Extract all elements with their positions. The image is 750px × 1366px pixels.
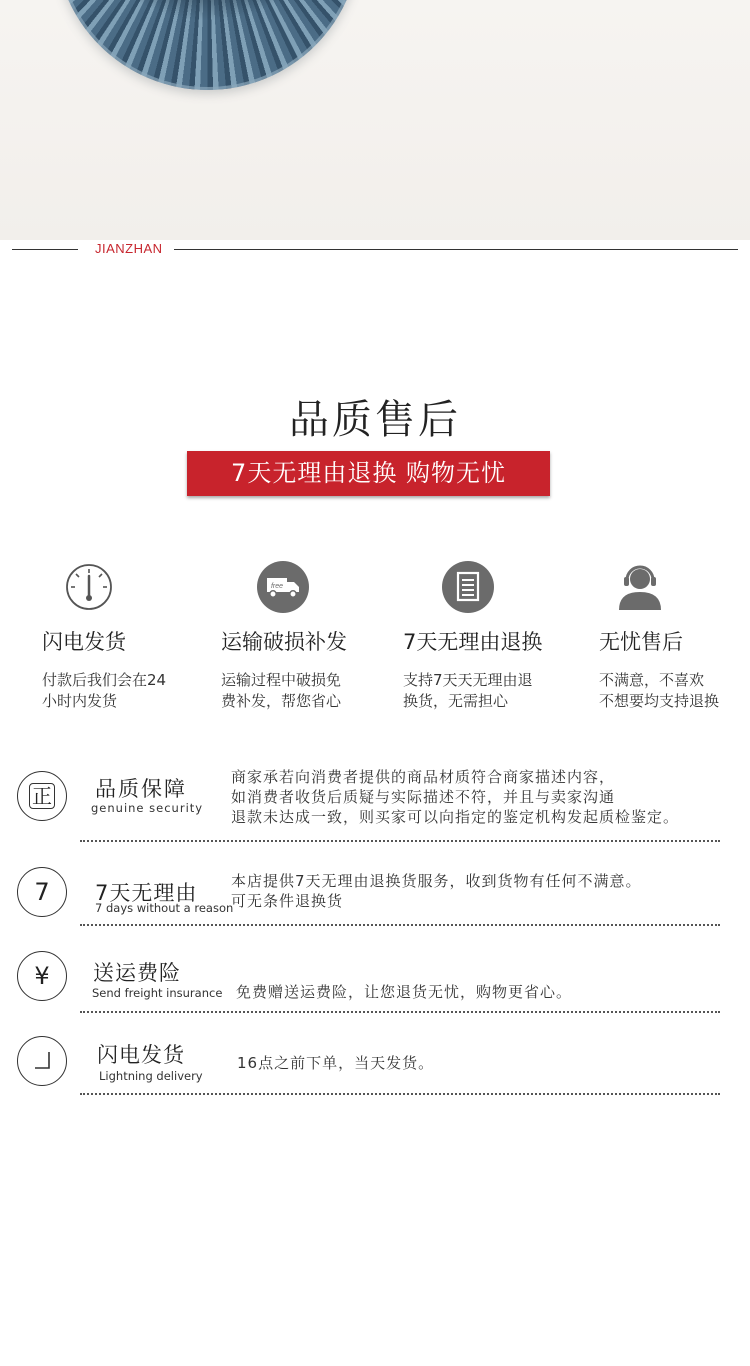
headset-icon [613,560,667,614]
feature-worry-free-service [599,560,750,712]
free-badge-text: free [270,583,284,590]
guarantee-desc-line: 商家承若向消费者提供的商品材质符合商家描述内容， [231,768,616,786]
feature-desc [221,670,391,712]
guarantee-subtitle: genuine security [91,801,204,815]
guarantee-lightning-delivery [0,1033,750,1103]
authentic-icon [17,771,67,821]
feature-title: 运输破损补发 [221,630,347,654]
feature-desc-line: 支持7天天无理由退 [403,671,533,689]
document-icon [441,560,495,614]
guarantee-title: 品质保障 [95,777,187,801]
guarantee-desc [231,767,679,827]
authentic-icon-char: 正 [29,783,55,809]
feature-desc-line: 小时内发货 [42,692,118,710]
feature-title: 无忧售后 [599,630,683,654]
tea-bowl-image [55,0,360,90]
feature-seven-day-return [403,560,573,712]
seven-days-icon-char: 7 [34,878,50,906]
feature-title: 闪电发货 [42,630,126,654]
guarantee-desc [236,982,572,1002]
feature-desc [403,670,573,712]
return-policy-banner: 7天无理由退换 购物无忧 [187,451,550,496]
guarantee-desc-line: 免费赠送运费险，让您退货无忧，购物更省心。 [236,983,573,1001]
yen-icon [17,951,67,1001]
guarantee-title: 送运费险 [93,961,181,985]
guarantee-title: 闪电发货 [97,1043,185,1067]
guarantee-desc-line: 本店提供7天无理由退换货服务，收到货物有任何不满意。 [231,872,642,890]
guarantee-subtitle: 7 days without a reason [95,901,234,915]
feature-desc-line: 费补发，帮您省心 [221,692,342,710]
guarantee-freight-insurance [0,948,750,1018]
seven-days-icon [17,867,67,917]
guarantee-desc-line: 可无条件退换货 [231,892,344,910]
section-title: 品质售后 [289,397,461,443]
guarantee-subtitle: Send freight insurance [92,986,223,1000]
feature-fast-shipping [42,560,212,712]
guarantee-desc [237,1053,434,1073]
feature-desc [599,670,750,712]
feature-desc-line: 不想要均支持退换 [599,692,720,710]
feature-desc [42,670,212,712]
feature-desc-line: 付款后我们会在24 [42,671,167,689]
gauge-icon [62,560,116,614]
guarantee-seven-days [0,865,750,930]
dotted-divider [80,924,720,926]
brand-divider-left [12,249,78,250]
clock-icon [17,1036,67,1086]
guarantee-desc-line: 退款未达成一致，则买家可以向指定的鉴定机构发起质检鉴定。 [231,808,680,826]
brand-label: JIANZHAN [95,241,163,256]
guarantee-title: 7天无理由 [95,881,198,905]
dotted-divider [80,1011,720,1013]
guarantee-quality [0,765,750,845]
yen-icon-char: ¥ [34,962,50,990]
dotted-divider [80,1093,720,1095]
hero-product-image [0,0,750,240]
feature-damage-replacement [221,560,391,712]
feature-title: 7天无理由退换 [403,630,543,654]
feature-desc-line: 运输过程中破损免 [221,671,342,689]
feature-desc-line: 换货，无需担心 [403,692,509,710]
dotted-divider [80,840,720,842]
truck-icon [256,560,310,614]
guarantee-subtitle: Lightning delivery [99,1069,203,1083]
guarantee-desc-line: 16点之前下单，当天发货。 [237,1054,435,1072]
guarantee-desc-line: 如消费者收货后质疑与实际描述不符，并且与卖家沟通 [231,788,616,806]
guarantee-desc [231,871,642,911]
brand-divider-right [174,249,738,250]
feature-desc-line: 不满意，不喜欢 [599,671,705,689]
